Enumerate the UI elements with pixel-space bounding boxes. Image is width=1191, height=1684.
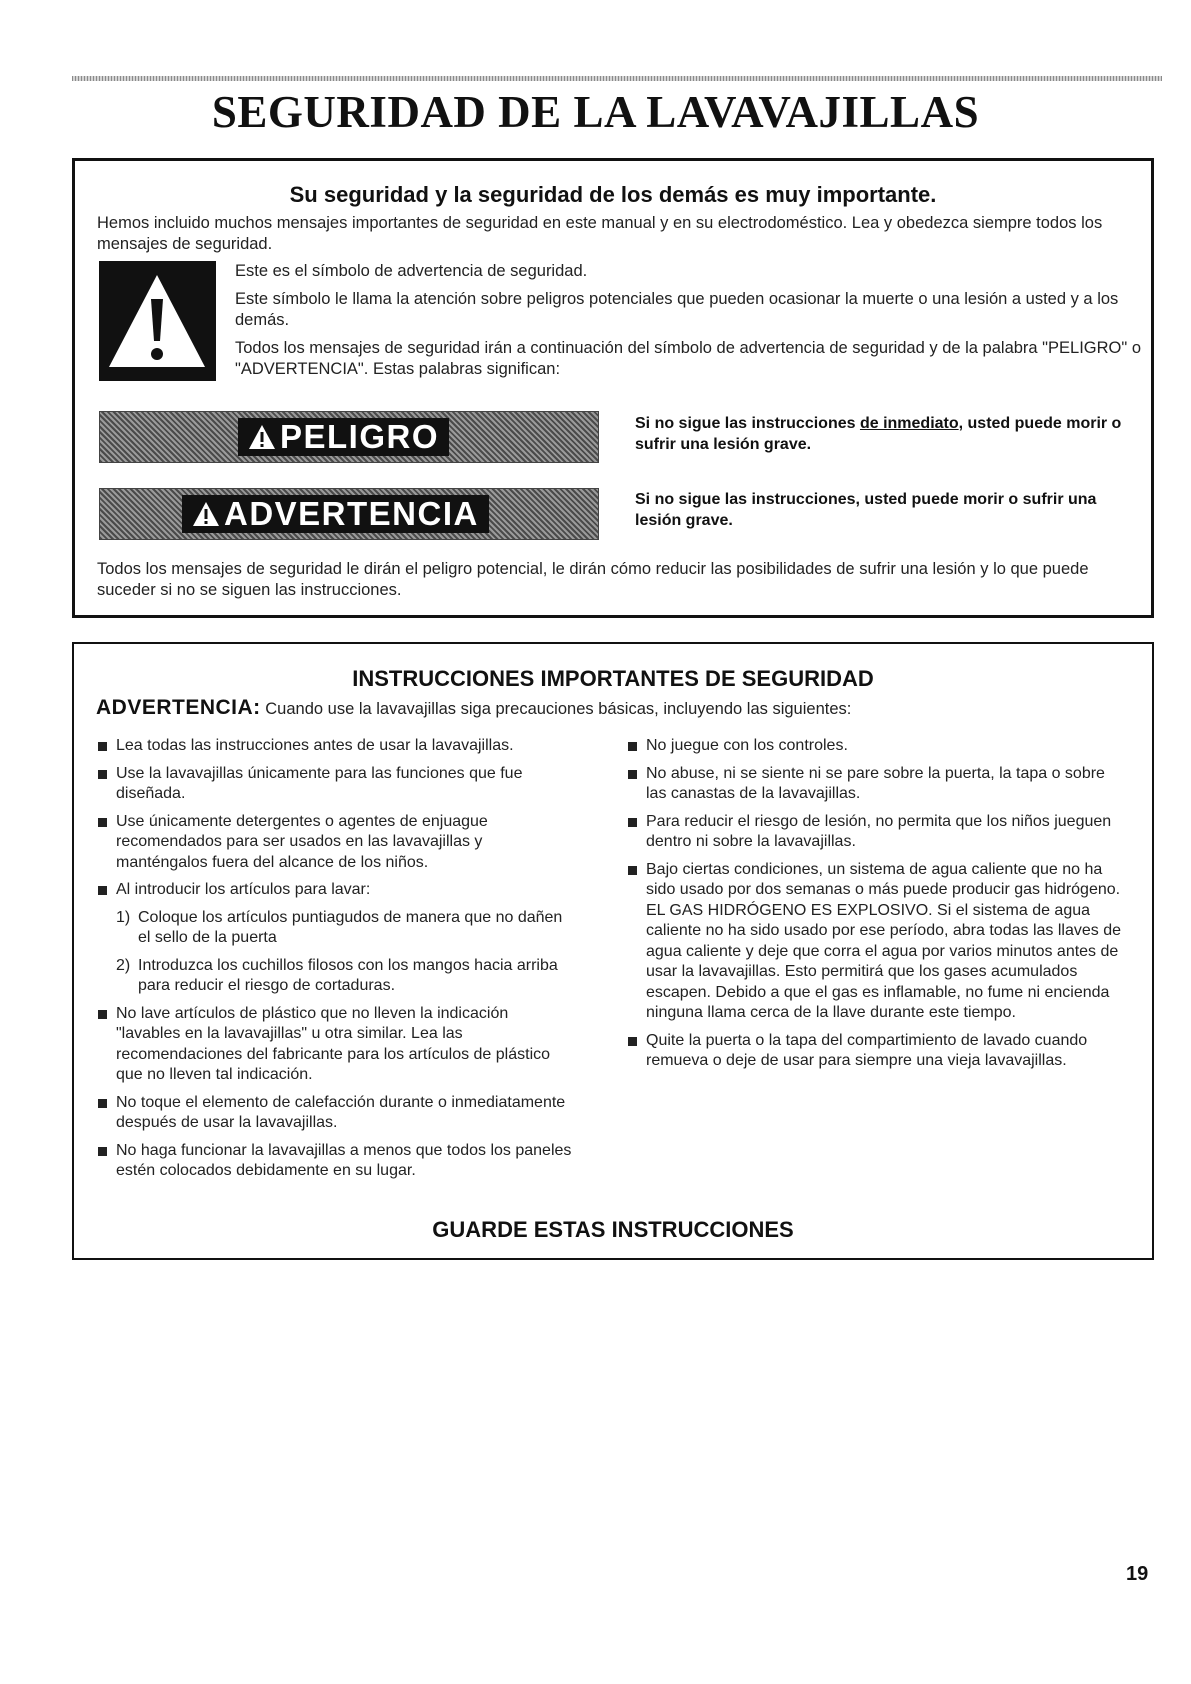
right-column	[626, 736, 1126, 1079]
bullet-icon	[98, 742, 107, 751]
bullet-icon	[628, 1037, 637, 1046]
list-item	[96, 812, 576, 874]
left-column	[96, 736, 576, 1189]
list-item	[96, 764, 576, 805]
instructions-heading: INSTRUCCIONES IMPORTANTES DE SEGURIDAD	[352, 666, 874, 691]
sub-item	[96, 908, 576, 949]
bullet-icon	[98, 1099, 107, 1108]
symbol-line: Todos los mensajes de seguridad irán a continuación del símbolo de advertencia de seguridad y de la palabra "PELIGRO" o "ADVERTENCIA". Estas palabras significan:	[235, 339, 1142, 378]
save-instructions-footer: GUARDE ESTAS INSTRUCCIONES	[432, 1217, 794, 1242]
list-item	[96, 1093, 576, 1134]
warning-label: ADVERTENCIA	[224, 495, 479, 532]
list-item	[626, 812, 1126, 853]
safety-heading: Su seguridad y la seguridad de los demás es muy importante.	[289, 182, 937, 207]
bullet-icon	[98, 886, 107, 895]
sub-item-text: Introduzca los cuchillos filosos con los mangos hacia arriba para reducir el riesgo de cortaduras.	[138, 956, 558, 994]
list-item-text: Bajo ciertas condiciones, un sistema de agua caliente que no ha sido usado por dos semanas o más puede producir gas hidrógeno. EL GAS HIDRÓGENO ES EXPLOSIVO. Si el sistema de agua caliente no ha sido usado por ese período, abra todas las llaves de agua caliente y deje que corra el agua por varios minutos antes de usar la lavavajillas. Esto permitirá que los gases acumulados escapen. Debido a que el gas es inflamable, no fume ni encienda ninguna llama cerca de la llave durante este tiempo.	[646, 860, 1121, 1021]
list-item-text: No toque el elemento de calefacción durante o inmediatamente después de usar la lavavajillas.	[116, 1093, 566, 1131]
list-item	[96, 1141, 576, 1182]
danger-signal-bar	[99, 411, 599, 463]
page-title: SEGURIDAD DE LA LAVAVAJILLAS	[211, 87, 980, 137]
list-item	[96, 880, 576, 901]
list-item-text: No abuse, ni se siente ni se pare sobre la puerta, la tapa o sobre las canastas de la lavavajillas.	[646, 764, 1105, 802]
bullet-icon	[628, 770, 637, 779]
list-item-text: Use la lavavajillas únicamente para las funciones que fue diseñada.	[116, 764, 523, 802]
danger-desc-text: , usted puede morir o sufrir una lesión grave.	[635, 415, 1122, 453]
bullet-icon	[98, 770, 107, 779]
symbol-explanation	[235, 261, 1155, 387]
bullet-icon	[98, 1010, 107, 1019]
list-item	[626, 736, 1126, 757]
sub-item-number: 1)	[116, 908, 131, 926]
bullet-icon	[628, 866, 637, 875]
warning-triangle-icon	[99, 261, 216, 381]
bullet-icon	[98, 818, 107, 827]
warning-description: Si no sigue las instrucciones, usted puede morir o sufrir una lesión grave.	[635, 491, 1097, 529]
danger-label: PELIGRO	[280, 418, 440, 455]
advertencia-label: ADVERTENCIA:	[96, 696, 261, 719]
instructions-box	[72, 642, 1154, 1260]
sub-item-number: 2)	[116, 956, 131, 974]
advertencia-line	[96, 696, 851, 720]
safety-closing: Todos los mensajes de seguridad le dirán el peligro potencial, le dirán cómo reducir las posibilidades de sufrir una lesión y lo que puede suceder si no se siguen las instrucciones.	[97, 560, 1089, 599]
top-rule	[72, 76, 1162, 81]
bullet-icon	[628, 818, 637, 827]
list-item-text: Para reducir el riesgo de lesión, no permita que los niños jueguen dentro ni sobre la lavavajillas.	[646, 812, 1112, 850]
safety-intro: Hemos incluido muchos mensajes importantes de seguridad en este manual y en su electrodoméstico. Lea y obedezca siempre todos los mensajes de seguridad.	[97, 214, 1103, 253]
list-item-text: Al introducir los artículos para lavar:	[116, 881, 371, 898]
page-number: 19	[1126, 1563, 1149, 1585]
list-item	[626, 1031, 1126, 1072]
sub-item	[96, 956, 576, 997]
list-item	[626, 764, 1126, 805]
warning-signal-word	[182, 495, 489, 533]
list-item-text: No lave artículos de plástico que no lleven la indicación "lavables en la lavavajillas" u otra similar. Lea las recomendaciones del fabricante para los artículos de plástico que no lleven tal indicación.	[116, 1004, 551, 1083]
danger-description	[635, 413, 1135, 455]
bullet-icon	[98, 1147, 107, 1156]
advertencia-text: Cuando use la lavavajillas siga precauciones básicas, incluyendo las siguientes:	[260, 700, 852, 718]
warning-signal-bar	[99, 488, 599, 540]
list-item	[626, 860, 1126, 1024]
list-item-text: Lea todas las instrucciones antes de usar la lavavajillas.	[116, 737, 514, 754]
sub-item-text: Coloque los artículos puntiagudos de manera que no dañen el sello de la puerta	[138, 908, 563, 946]
alert-triangle-icon	[192, 501, 220, 527]
list-item	[96, 736, 576, 757]
list-item	[96, 1004, 576, 1086]
bullet-icon	[628, 742, 637, 751]
list-item-text: Use únicamente detergentes o agentes de enjuague recomendados para ser usados en las lavavajillas y manténgalos fuera del alcance de los niños.	[116, 812, 488, 871]
alert-triangle-icon	[248, 424, 276, 450]
danger-signal-word	[238, 418, 449, 456]
danger-desc-emphasis: de inmediato	[859, 415, 959, 432]
danger-desc-text: Si no sigue las instrucciones	[635, 415, 860, 432]
list-item-text: No haga funcionar la lavavajillas a menos que todos los paneles estén colocados debidamente en su lugar.	[116, 1141, 572, 1179]
safety-message-box	[72, 158, 1154, 618]
list-item-text: Quite la puerta o la tapa del compartimiento de lavado cuando remueva o deje de usar para siempre una vieja lavavajillas.	[646, 1031, 1088, 1069]
list-item-text: No juegue con los controles.	[646, 737, 848, 754]
symbol-line: Este es el símbolo de advertencia de seguridad.	[235, 262, 588, 280]
symbol-line: Este símbolo le llama la atención sobre peligros potenciales que pueden ocasionar la muerte o una lesión a usted y a los demás.	[235, 290, 1119, 329]
